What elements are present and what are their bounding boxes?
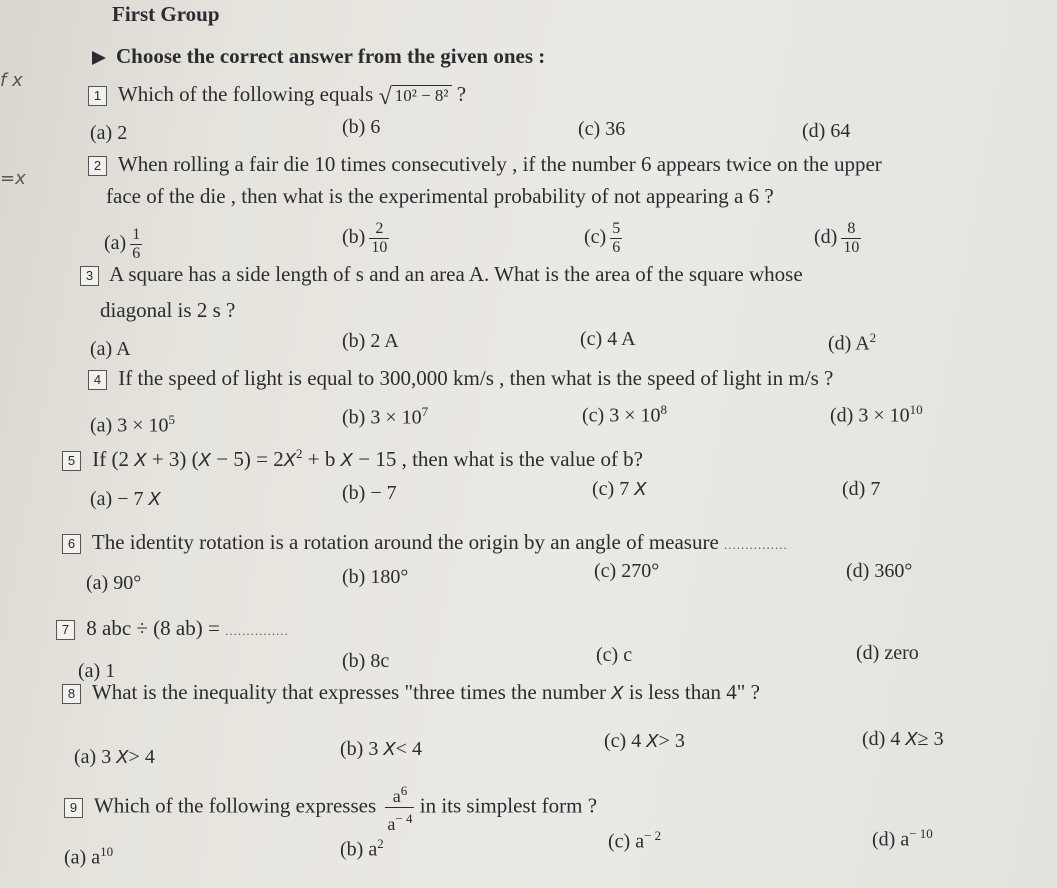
numerator: 2 [369,220,389,239]
question-text: Which of the following equals [117,82,374,106]
q1-option-a[interactable]: (a) 2 [90,122,128,144]
margin-mark-1: f x [0,70,23,91]
exponent: 2 [296,446,303,461]
option-label: (d) A [828,332,870,355]
option-label: (d) a [872,828,910,851]
exponent: 2 [869,330,877,345]
variable: X [116,747,129,768]
option-tail: ≥ 3 [917,728,944,750]
q2-option-a[interactable] [104,226,142,263]
question-text: What is the inequality that expresses "three times the number [91,680,607,704]
option-label: (d) 4 [862,728,901,750]
variable: X [634,479,647,500]
question-number: 5 [62,451,81,471]
q5-option-c[interactable] [592,478,647,501]
instruction-text: Choose the correct answer from the given ones : [116,44,546,68]
arrow-icon [92,51,106,65]
fraction [841,220,861,257]
q5-option-d[interactable]: (d) 7 [842,478,881,500]
fraction [130,226,142,263]
question-2-line-1 [88,152,882,177]
option-label: (a) [104,232,127,255]
question-text: A square has a side length of s and an area A. What is the area of the square whose [109,262,803,286]
question-7 [56,616,289,641]
question-text: If the speed of light is equal to 300,000 km/s , then what is the speed of light in m/s ? [118,366,834,390]
variable: X [383,739,396,760]
q4-option-a[interactable] [90,412,175,438]
question-text: Which of the following expresses [93,793,377,818]
base: a [387,814,396,834]
q3-option-c[interactable]: (c) 4 A [580,328,636,350]
q3-option-d[interactable] [828,330,876,356]
exponent: 10 [100,844,114,859]
q9-option-b[interactable] [340,836,384,862]
q4-option-d[interactable] [830,402,923,428]
text-part: + b [307,447,336,471]
variable: X [198,450,212,471]
variable: X [134,450,147,471]
q1-option-c[interactable]: (c) 36 [578,118,626,140]
question-text-end: is less than 4" ? [628,680,760,704]
option-label: (c) [584,226,607,249]
margin-mark-2: =x [0,168,26,189]
exponent: 7 [421,404,429,419]
radicand: 10² − 8² [392,85,452,105]
q6-option-c[interactable]: (c) 270° [594,560,660,582]
question-number: 9 [64,798,83,818]
option-label: (c) 7 [592,478,630,500]
q2-option-d[interactable] [814,220,861,257]
option-label: (c) [582,404,605,427]
question-number: 8 [62,684,81,704]
variable: X [611,683,624,704]
q4-option-b[interactable] [342,404,428,430]
exponent: 8 [660,402,667,417]
square-root: √ 10² − 8² [379,82,452,111]
q1-option-b[interactable]: (b) 6 [342,116,381,138]
question-number: 7 [56,620,75,640]
q1-option-d[interactable]: (d) 64 [802,120,851,142]
q2-option-c[interactable] [584,220,622,257]
variable: X [340,450,353,471]
q9-option-c[interactable] [608,828,661,854]
question-number: 6 [62,534,81,554]
base: 3 × 10 [370,406,422,429]
exponent: − 4 [395,811,413,826]
text-part: + 3) ( [151,447,199,471]
q3-option-b[interactable]: (b) 2 A [342,330,399,352]
numerator [385,780,414,808]
q9-option-a[interactable] [64,844,113,870]
question-6 [62,530,788,555]
q7-option-a[interactable]: (a) 1 [78,660,116,682]
option-label: (a) a [64,846,101,869]
text-part: If (2 [92,447,129,471]
question-text: The identity rotation is a rotation around the origin by an angle of measure [91,530,719,554]
option-label: (c) a [608,830,645,853]
numerator: 8 [841,220,861,239]
question-number: 1 [88,86,107,106]
fraction [610,220,622,257]
q8-option-a[interactable] [74,746,155,769]
option-label: (b) a [340,838,378,861]
q6-option-d[interactable]: (d) 360° [846,560,913,582]
numerator: 5 [612,220,621,237]
q6-option-a[interactable]: (a) 90° [86,572,142,594]
q3-option-a[interactable]: (a) A [90,338,131,360]
option-label: (a) 3 [74,746,112,768]
question-4 [88,366,833,391]
q8-option-c[interactable] [604,730,685,753]
option-label: (c) 4 [604,730,642,752]
option-label: (b) 3 [340,738,379,760]
denominator [385,808,414,835]
text-part: − 15 , then what is the value of b? [358,447,644,471]
denominator: 6 [612,239,621,256]
question-5 [62,446,643,472]
question-3-line-1 [80,262,803,287]
variable: X [148,489,161,510]
question-3-line-2: diagonal is 2 s ? [100,298,236,322]
exponent: − 2 [644,828,662,843]
exponent: 2 [377,836,384,851]
q5-option-b[interactable]: (b) − 7 [342,482,397,504]
question-2-line-2: face of the die , then what is the experimental probability of not appearing a 6 ? [106,184,774,208]
question-number: 2 [88,156,107,176]
question-end: ? [456,82,467,106]
denominator: 10 [843,239,860,256]
denominator: 6 [132,245,141,262]
option-tail: < 4 [395,738,422,760]
question-text: 8 abc ÷ (8 ab) = [86,616,220,640]
question-8 [62,680,760,705]
question-number: 4 [88,370,107,390]
option-label: (d) [814,226,838,249]
q9-option-d[interactable] [872,826,933,852]
option-label: (b) [342,406,366,429]
question-number: 3 [80,266,99,286]
base: 3 × 10 [117,414,169,437]
q2-option-b[interactable] [342,220,389,257]
variable: X [646,731,659,752]
answer-blank: ............... [225,623,289,638]
option-tail: > 3 [658,730,685,752]
instruction [92,44,545,69]
fraction [385,780,414,835]
denominator: 10 [371,239,388,256]
exponent: 10 [909,402,923,417]
q5-option-a[interactable] [90,488,161,511]
base: 3 × 10 [858,404,910,427]
question-1 [88,82,466,111]
q7-option-c[interactable]: (c) c [596,644,633,666]
q8-option-b[interactable] [340,738,422,761]
numerator: 1 [132,226,141,243]
option-label: (a) [90,414,113,437]
variable: X [283,450,297,471]
fraction [369,220,389,257]
question-text: When rolling a fair die 10 times consecutively , if the number 6 appears twice on the upper [117,152,882,176]
exponent: 5 [168,412,175,427]
base: 3 × 10 [609,404,661,427]
q8-option-d[interactable] [862,728,944,751]
exponent: − 10 [909,826,933,841]
option-tail: > 4 [128,746,155,768]
q7-option-d[interactable]: (d) zero [856,642,919,664]
q4-option-c[interactable] [582,402,667,428]
option-label: (a) − 7 [90,488,144,510]
question-text-end: in its simplest form ? [419,793,598,818]
option-label: (d) [830,404,854,427]
base: a [392,786,401,806]
exponent: 6 [400,783,408,798]
question-9 [64,780,597,835]
q7-option-b[interactable]: (b) 8c [342,650,390,672]
variable: X [905,729,918,750]
text-part: − 5) = 2 [216,447,284,471]
group-title: First Group [112,2,220,26]
option-label: (b) [342,226,366,249]
answer-blank: ............... [724,537,788,552]
q6-option-b[interactable]: (b) 180° [342,566,409,588]
